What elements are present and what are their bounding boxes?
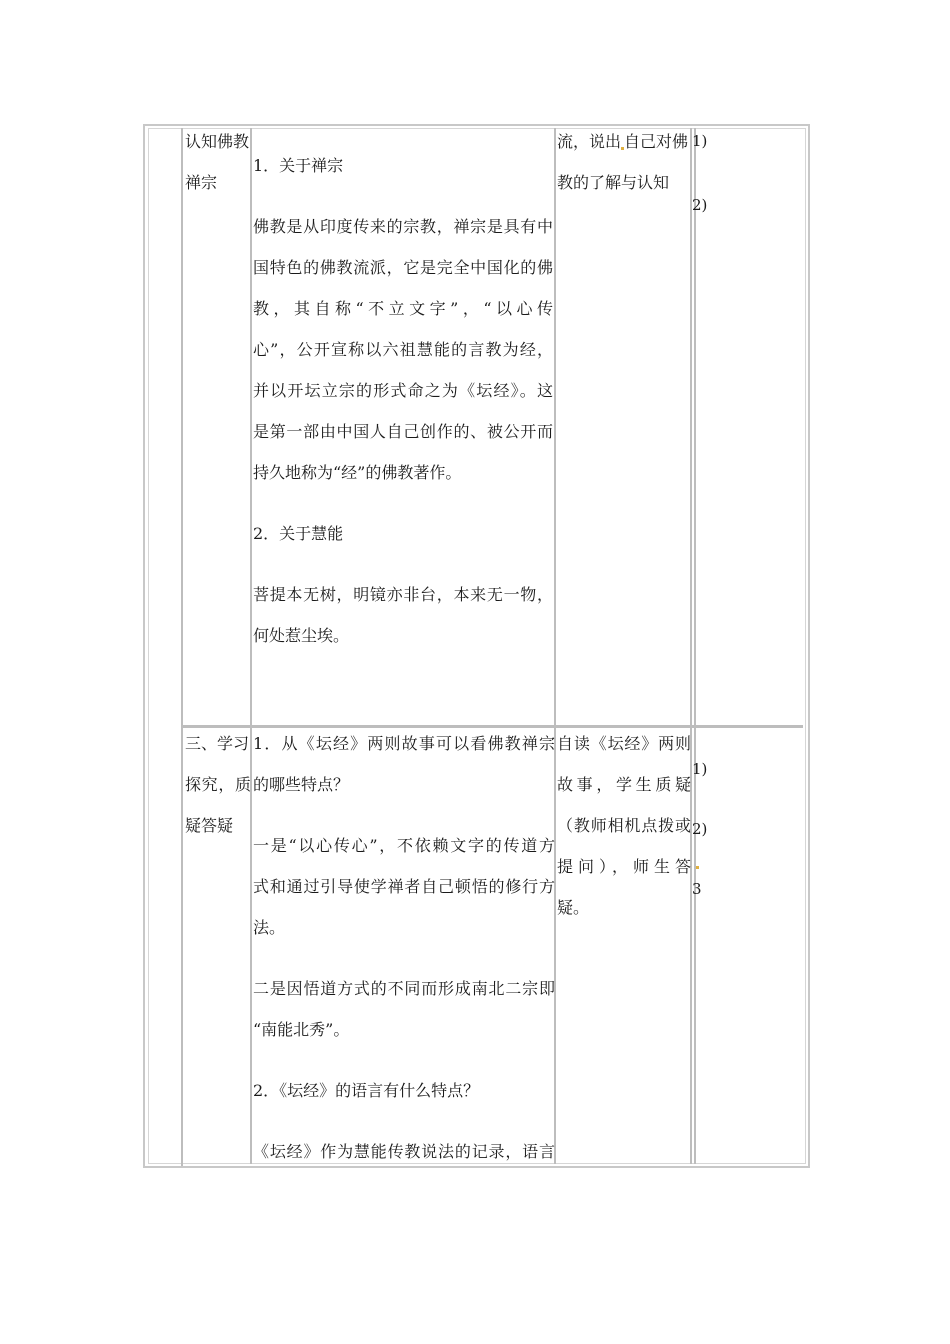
heading: 2．关于慧能: [253, 524, 344, 543]
revision-marker: [696, 866, 699, 869]
intent-item: 3: [692, 880, 702, 898]
column-divider: [181, 128, 183, 1166]
heading: 1．关于禅宗: [253, 156, 344, 175]
intent-item: 2): [692, 196, 708, 214]
section-title: 认知佛教 禅宗: [185, 132, 250, 192]
content-cell: 1．从《坛经》两则故事可以看佛教禅宗 的哪些特点？ 一是“以心传心”，不依赖文字的传道方 式和通过引导使学禅者自己顿悟的修行方 法。 二是因悟道方式的不同而形成南北二宗即 “南能北秀”。 2．《坛经》的语言有什么特点？ 《坛经》作为慧能传教说法的记录，语言: [253, 734, 555, 1161]
column-divider: [690, 128, 692, 1164]
column-divider: [250, 128, 252, 1164]
column-divider: [694, 128, 696, 1164]
section-title: 三、学习 探究，质 疑答疑: [185, 734, 251, 835]
activity-cell: 自读《坛经》两则 故事，学生质疑 （教师相机点拨或 提问），师生答 疑。: [557, 734, 691, 917]
activity-cell: 流，说出 自己对佛 教的了解与认知: [557, 132, 689, 192]
intent-item: 1): [692, 132, 708, 150]
content-cell: 1．关于禅宗 佛教是从印度传来的宗教，禅宗是具有中 国特色的佛教流派，它是完全中国化的佛 教，其自称“不立文字”，“以心传 心”，公开宣称以六祖慧能的言教为经， 并以开坛立宗的形式命之为《坛经》。这 是第一部由中国人自己创作的、被公开而 持久地称为“经”的佛教著作。 2．关于慧能 菩提本无树，明镜亦非台，本来无一物， 何处惹尘埃。: [253, 145, 553, 656]
intent-item: 2): [692, 820, 708, 838]
intent-item: 1): [692, 760, 708, 778]
